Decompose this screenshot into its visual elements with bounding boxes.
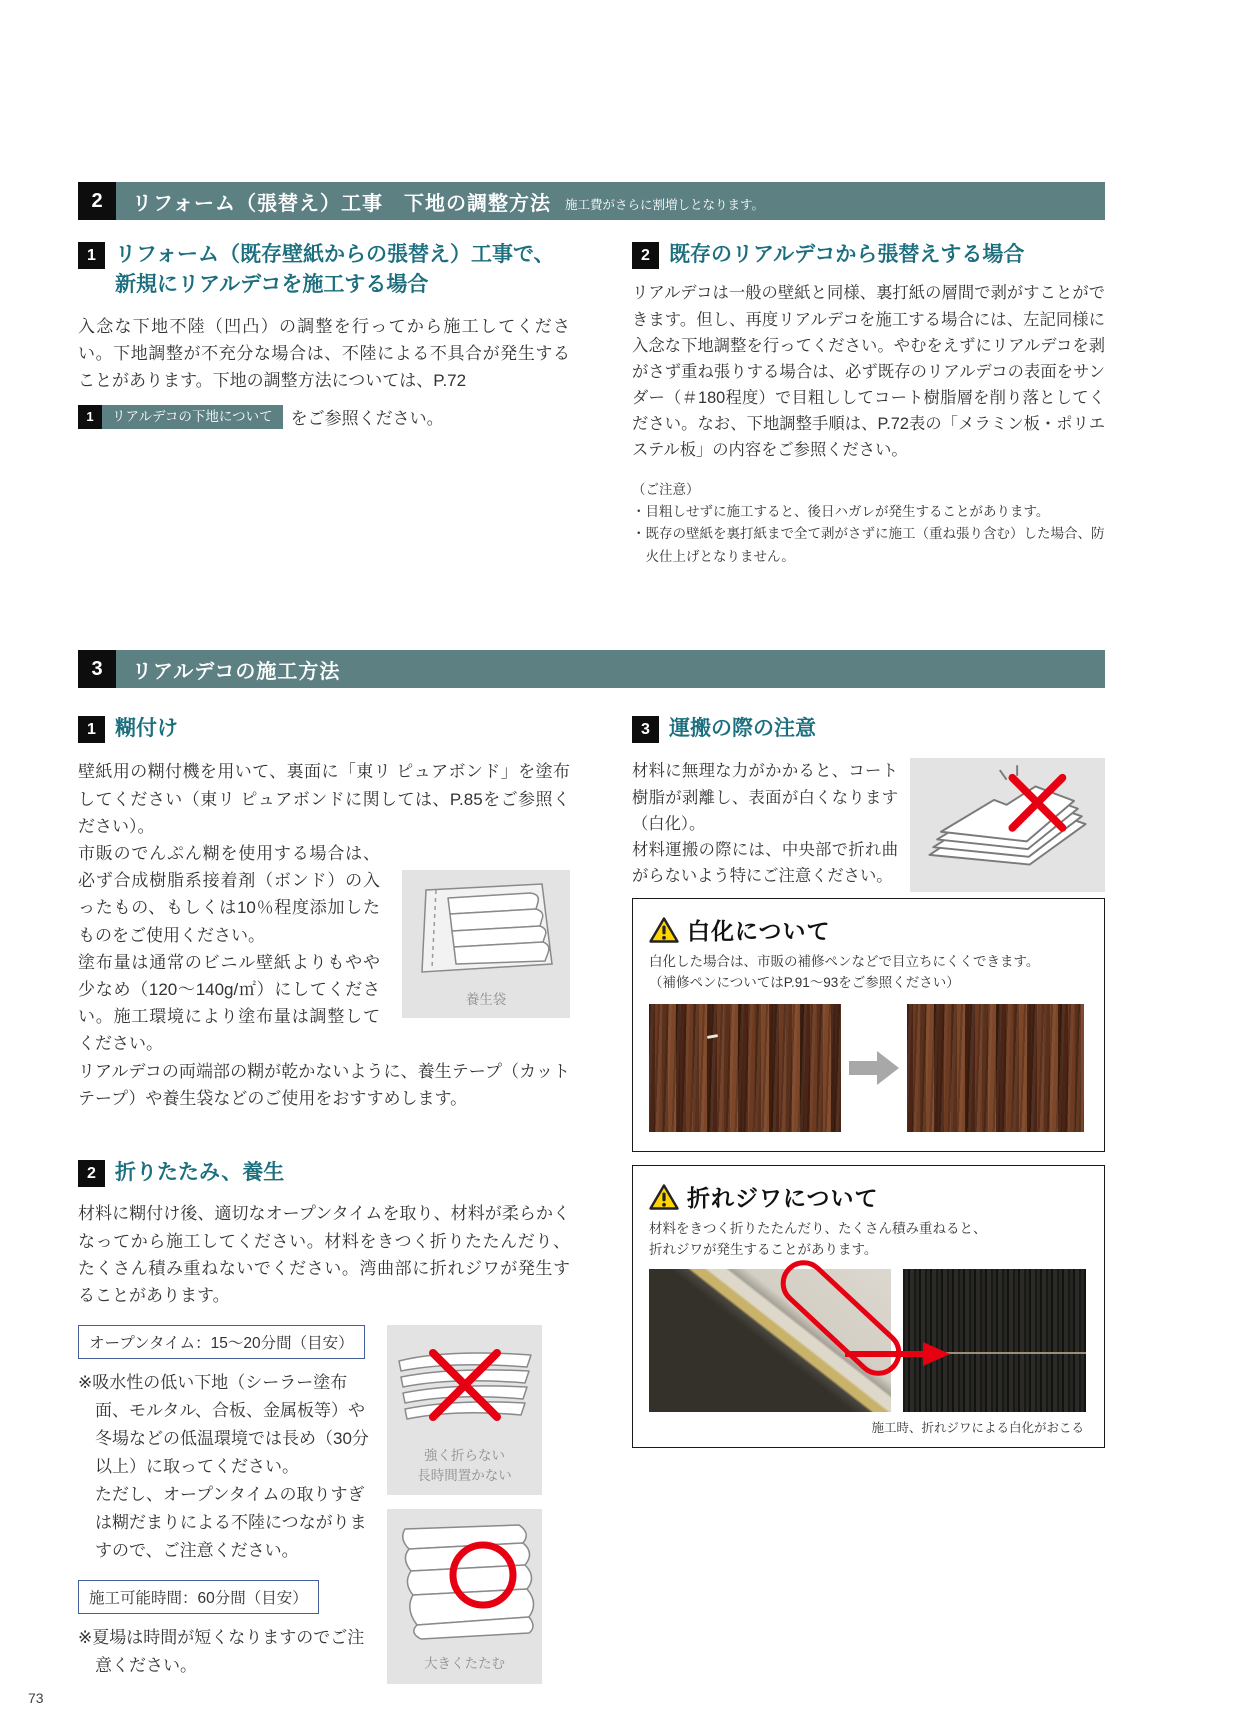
caution-item: ・目粗しせずに施工すると、後日ハガレが発生することがあります。 — [632, 504, 1050, 520]
crease-text-line2: 折れジワが発生することがあります。 — [649, 1241, 878, 1257]
folded-sheet-in-bag-icon — [412, 880, 560, 976]
open-time-note — [78, 1369, 370, 1565]
reference-line — [78, 404, 570, 429]
fold-loosely-caption: 大きくたたむ — [424, 1656, 505, 1672]
folding-heading — [78, 1158, 570, 1188]
transport-heading — [632, 714, 1105, 744]
crease-arrow-icon — [845, 1341, 950, 1372]
crease-title: 折れジワについて — [687, 1185, 879, 1211]
transport-title: 運搬の際の注意 — [669, 717, 816, 740]
result-arrow — [847, 1048, 901, 1088]
reference-tag-number: 1 — [78, 405, 102, 429]
caution-title: （ご注意） — [632, 481, 700, 497]
section-2-number: 2 — [78, 182, 116, 220]
subsection-1-title-line2: 新規にリアルデコを施工する場合 — [115, 273, 429, 297]
fold-loosely-figure — [387, 1509, 542, 1684]
crease-title-row — [649, 1180, 1088, 1213]
warning-icon — [649, 916, 679, 944]
paste-paragraph: 壁紙用の糊付機を用いて、裏面に「東リ ピュアボンド」を塗布してください（東リ ピュアボンドに関しては、P.85をご参照ください）。 — [78, 762, 570, 836]
replace-existing-heading — [632, 240, 1105, 270]
whitening-text-line1: 白化した場合は、市販の補修ペンなどで目立ちにくくできます。 — [649, 954, 1040, 969]
section-2-band — [78, 182, 1105, 220]
folding-figures-column — [387, 1325, 542, 1684]
large-folds-circle-icon — [391, 1521, 538, 1643]
replace-existing-block — [632, 240, 1105, 568]
folding-notes-column — [78, 1325, 370, 1684]
protection-bag-figure — [402, 870, 570, 1018]
paste-paragraph: リアルデコの両端部の糊が乾かないように、養生テープ（カットテープ）や養生袋などのご使用をおすすめします。 — [78, 1061, 570, 1108]
transport-block — [632, 714, 1105, 889]
do-not-fold-figure — [387, 1325, 542, 1495]
paste-number: 1 — [78, 716, 105, 743]
whitening-samples — [649, 1004, 1088, 1132]
caution-item: ・既存の壁紙を裏打紙まで全て剥がさずに施工（重ね張り含む）した場合、防火仕上げとなりません。 — [632, 526, 1105, 564]
do-not-fold-caption-line1: 強く折らない — [424, 1448, 505, 1464]
reference-tag-label: リアルデコの下地について — [102, 405, 283, 429]
arrow-right-icon — [847, 1048, 901, 1088]
transport-body — [632, 758, 898, 888]
section-3-band — [78, 650, 1105, 688]
whitening-text — [649, 952, 1088, 994]
warning-icon — [649, 1183, 679, 1211]
folding-columns — [78, 1325, 570, 1684]
refit-new-install-block — [78, 240, 570, 429]
paste-body — [78, 758, 570, 1111]
do-not-fold-caption — [391, 1446, 538, 1485]
folding-title: 折りたたみ、養生 — [115, 1161, 285, 1184]
do-not-bend-figure — [910, 758, 1105, 892]
subsection-2-number: 2 — [632, 242, 659, 269]
bent-stack-x-icon — [914, 762, 1102, 888]
section-3-title: リアルデコの施工方法 — [132, 660, 341, 683]
crease-text — [649, 1219, 1088, 1261]
open-time-box: オープンタイム：15～20分間（目安） — [78, 1325, 365, 1359]
refit-new-install-heading — [78, 240, 570, 301]
crease-text-line1: 材料をきつく折りたたんだり、たくさん積み重ねると、 — [649, 1221, 987, 1236]
subsection-1-title — [115, 240, 555, 301]
whitening-info-box — [632, 898, 1105, 1152]
paste-block — [78, 714, 570, 1112]
crease-photos — [649, 1269, 1088, 1412]
transport-paragraph: 材料運搬の際には、中央部で折れ曲がらないよう特にご注意ください。 — [632, 840, 898, 885]
section-2-band-note: 施工費がさらに割増しとなります。 — [565, 198, 765, 212]
transport-paragraph: 材料に無理な力がかかると、コート樹脂が剥離し、表面が白くなります（白化）。 — [632, 762, 898, 833]
paste-heading — [78, 714, 570, 744]
folding-number: 2 — [78, 1160, 105, 1187]
whitening-text-line2: （補修ペンについてはP.91～93をご参照ください） — [649, 974, 960, 990]
protection-bag-caption: 養生袋 — [465, 992, 507, 1008]
work-time-note-main: ※夏場は時間が短くなりますのでご注意ください。 — [78, 1627, 365, 1675]
section-2-title: リフォーム（張替え）工事 下地の調整方法 — [132, 192, 551, 215]
subsection-2-title: 既存のリアルデコから張替えする場合 — [669, 243, 1025, 266]
subsection-1-title-line1: リフォーム（既存壁紙からの張替え）工事で、 — [115, 243, 555, 266]
paste-paragraph: 市販のでんぷん糊を使用する場合は、必ず合成樹脂系接着剤（ボンド）の入ったもの、もしくは10％程度添加したものをご使用ください。 — [78, 844, 380, 945]
do-not-fold-caption-line2: 長時間置かない — [417, 1467, 512, 1483]
work-time-box: 施工可能時間：60分間（目安） — [78, 1580, 319, 1614]
section-3-number: 3 — [78, 650, 116, 688]
transport-number: 3 — [632, 716, 659, 743]
refit-new-install-body: 入念な下地不陸（凹凸）の調整を行ってから施工してください。下地調整が不充分な場合は、不陸による不具合が発生することがあります。下地の調整方法については、P.72 — [78, 316, 570, 391]
wood-sample-after — [907, 1004, 1084, 1132]
whitening-title-row — [649, 913, 1088, 946]
wood-sample-before — [649, 1004, 841, 1132]
crease-photo-caption: 施工時、折れジワによる白化がおこる — [871, 1420, 1084, 1435]
reference-tag — [78, 405, 283, 429]
caution-block — [632, 479, 1105, 568]
reference-suffix: をご参照ください。 — [290, 409, 444, 429]
open-time-note-sub: ただし、オープンタイムの取りすぎは糊だまりによる不陸につながりますので、ご注意ください。 — [95, 1485, 367, 1561]
work-time-note — [78, 1624, 370, 1680]
whitening-title: 白化について — [687, 918, 831, 944]
paste-title: 糊付け — [115, 717, 178, 740]
crease-info-box — [632, 1165, 1105, 1448]
subsection-1-number: 1 — [78, 242, 105, 269]
replace-existing-body: リアルデコは一般の壁紙と同様、裏打紙の層間で剥がすことができます。但し、再度リアルデコを施工する場合には、左記同様に入念な下地調整を行ってください。やむをえずにリアルデコを剥がさず重ね張りする場合は、必ず既存のリアルデコの表面をサンダー（＃180程度）で目粗ししてコート樹脂層を削り落としてください。なお、下地調整手順は、P.72表の「メラミン板・ポリエステル板」の内容をご参照ください。 — [632, 284, 1105, 459]
folding-body: 材料に糊付け後、適切なオープンタイムを取り、材料が柔らかくなってから施工してください。材料をきつく折りたたんだり、たくさん積み重ねないでください。湾曲部に折れジワが発生することがあります。 — [78, 1204, 570, 1305]
open-time-note-main: ※吸水性の低い下地（シーラー塗布面、モルタル、合板、金属板等）や冬場などの低温環境では長め（30分以上）に取ってください。 — [78, 1373, 369, 1477]
folding-block — [78, 1158, 570, 1684]
paste-paragraph: 塗布量は通常のビニル壁紙よりもやや少なめ（120～140g/㎡）にしてください。施工環境により塗布量は調整してください。 — [78, 952, 380, 1054]
page-number: 73 — [28, 1690, 44, 1706]
loose-folds-x-icon — [391, 1337, 538, 1435]
